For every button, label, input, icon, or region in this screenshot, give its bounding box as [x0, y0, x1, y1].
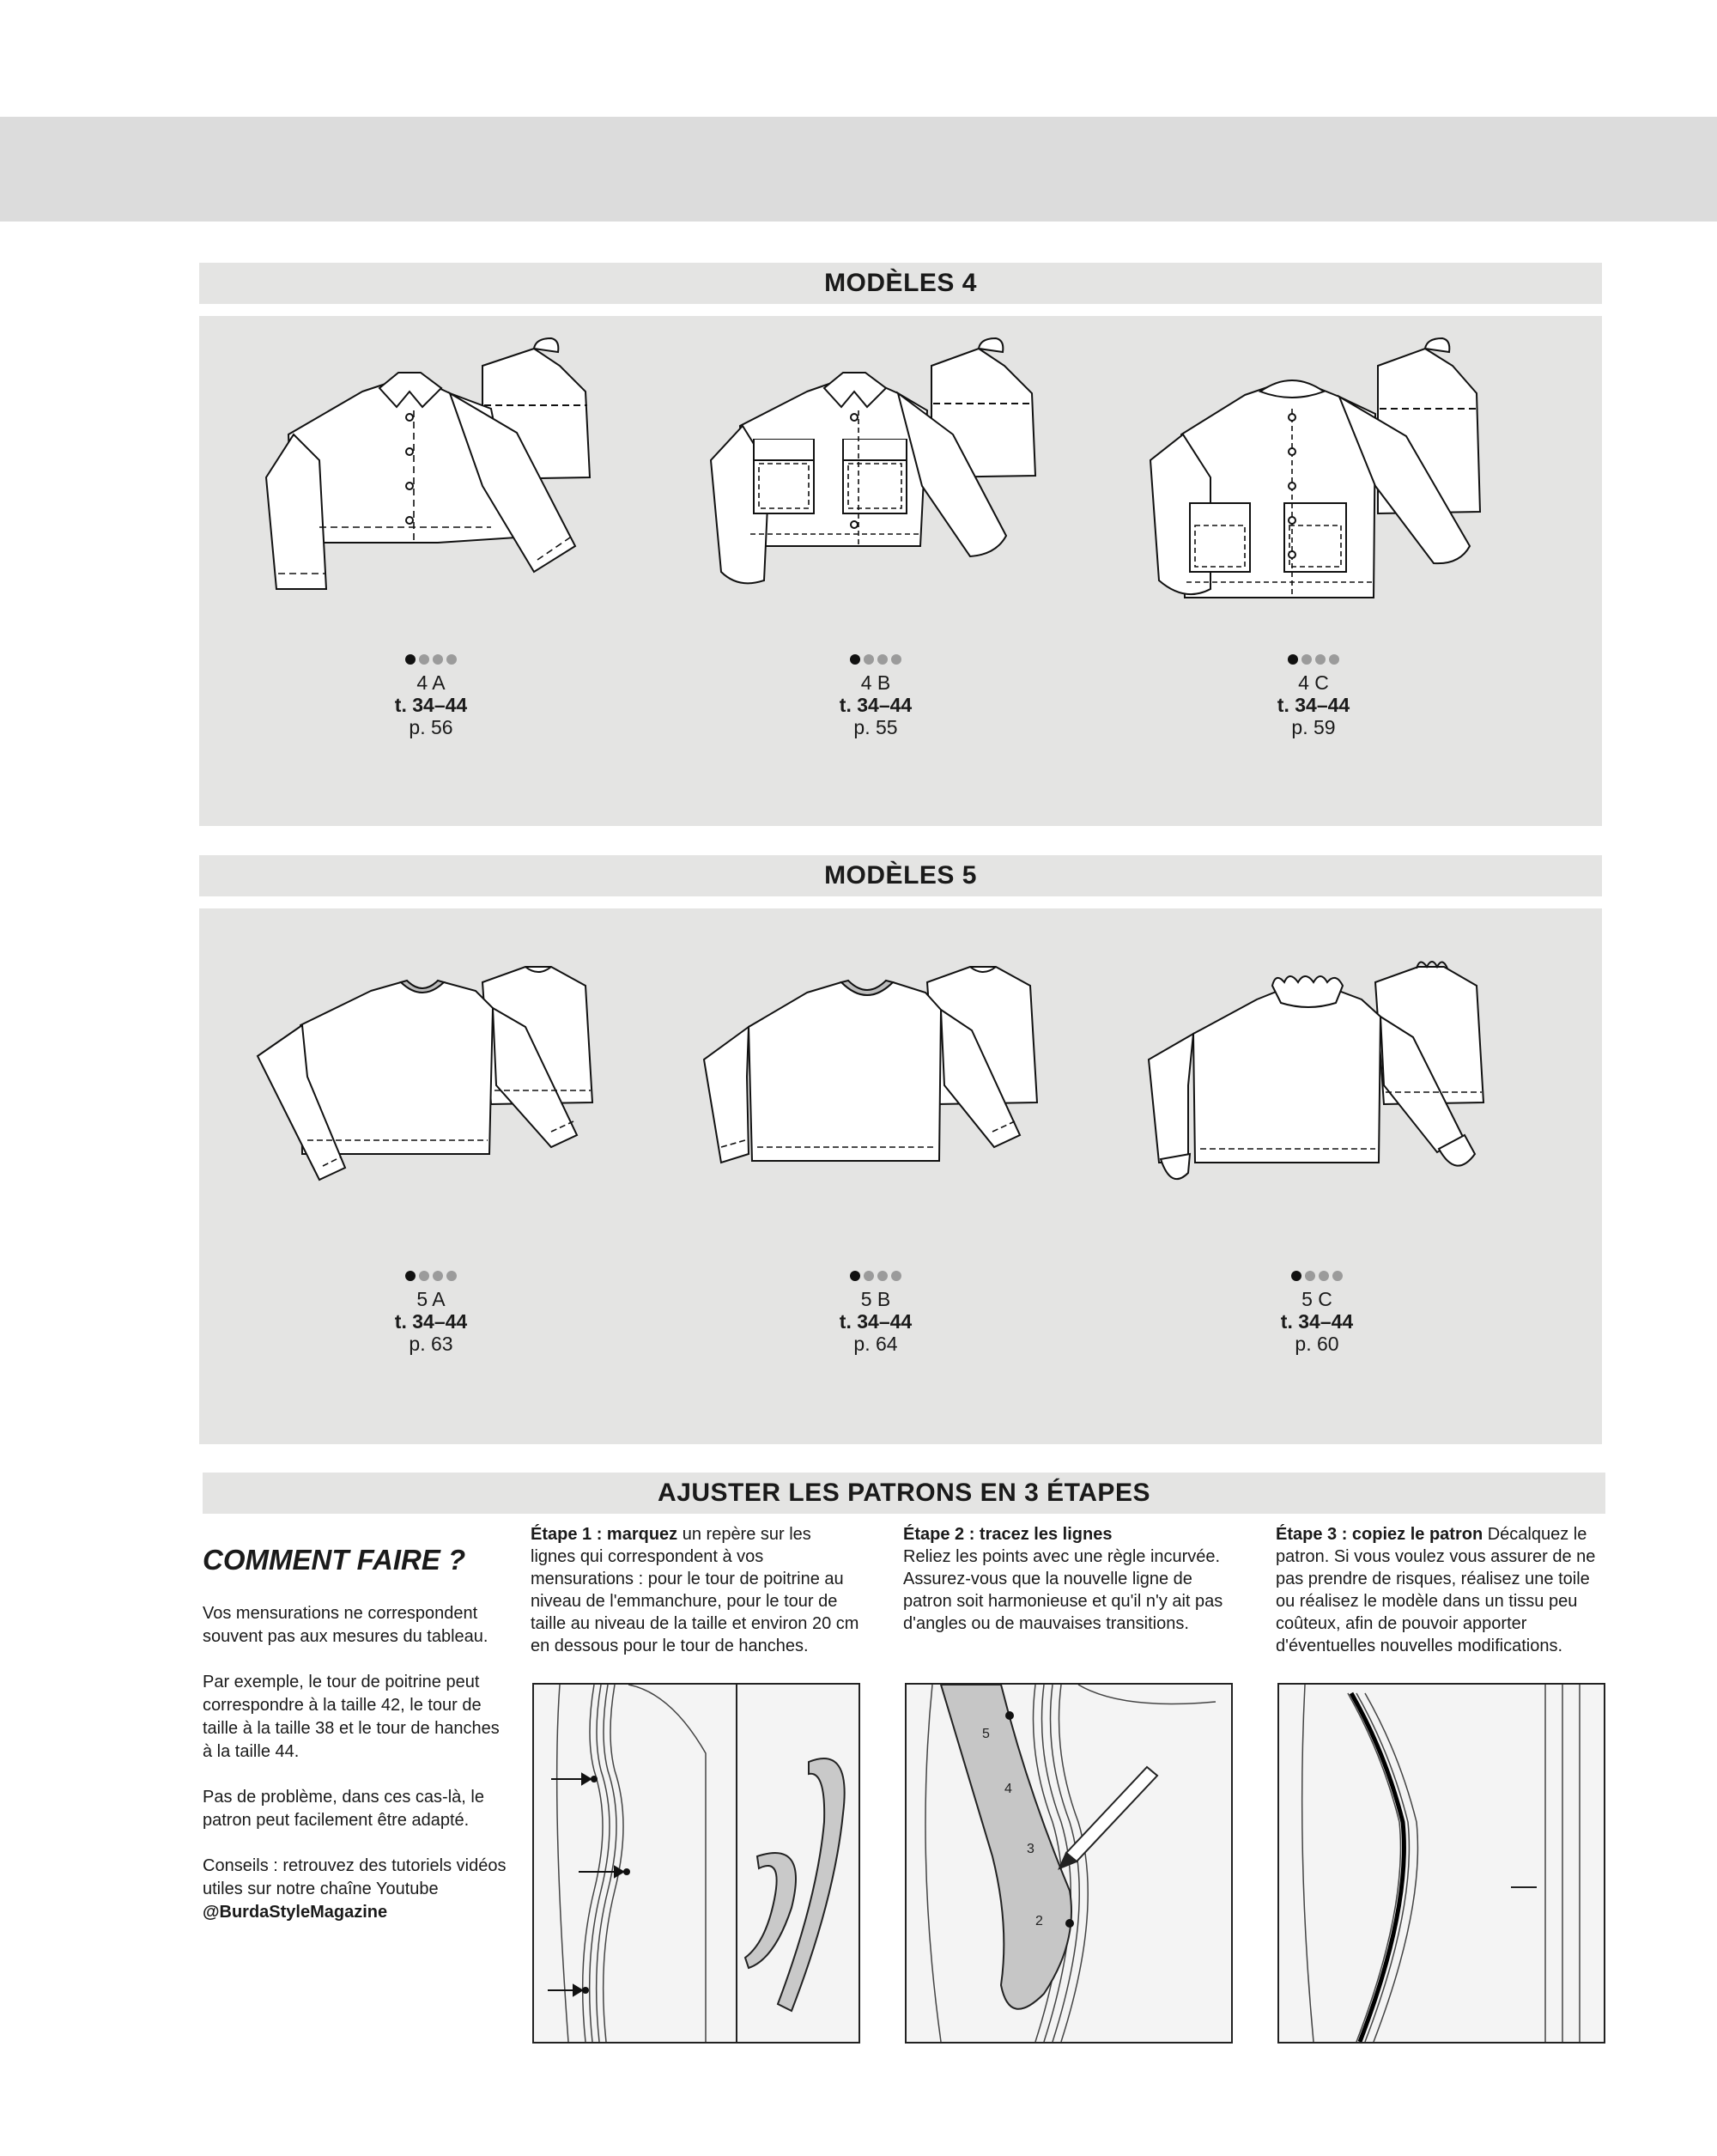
ruler-drawing-icon — [907, 1685, 1231, 2042]
jacket-chest-pockets-sketch-icon — [695, 331, 1056, 623]
step-2-lead: Étape 2 : tracez les lignes — [903, 1525, 1113, 1544]
tshirt-sketch-icon — [251, 948, 611, 1240]
model-size: t. 34–44 — [394, 694, 468, 716]
models5-title: MODÈLES 5 — [199, 855, 1602, 896]
top-header-band — [0, 117, 1717, 222]
step-1-illustration — [532, 1683, 860, 2044]
step-3-illustration — [1277, 1683, 1605, 2044]
models4-panel — [199, 316, 1602, 826]
model-page: p. 55 — [853, 716, 898, 738]
model-size: t. 34–44 — [839, 694, 913, 716]
step-2-text — [903, 1523, 1233, 1635]
model-code: 5 C — [1301, 1288, 1332, 1310]
how-paragraph-1: Vos mensurations ne correspondent souvent pas aux mesures du tableau. — [203, 1604, 488, 1646]
difficulty-dots — [251, 654, 611, 665]
how-title: COMMENT FAIRE ? — [203, 1544, 466, 1576]
step-3-text — [1276, 1523, 1605, 1657]
ruler-mark: 5 — [982, 1727, 990, 1741]
model-size: t. 34–44 — [1280, 1310, 1354, 1333]
how-tip-text: Conseils : retrouvez des tutoriels vidéos utiles sur notre chaîne Youtube — [203, 1856, 507, 1898]
model-4b[interactable] — [695, 331, 1056, 738]
difficulty-dots — [695, 1271, 1056, 1281]
model-5b[interactable] — [695, 948, 1056, 1355]
model-page: p. 59 — [1291, 716, 1336, 738]
jacket-band-collar-sketch-icon — [1133, 331, 1494, 623]
step-1-text — [531, 1523, 860, 1657]
difficulty-dots — [251, 1271, 611, 1281]
pattern-marking-icon — [534, 1685, 858, 2042]
model-size: t. 34–44 — [839, 1310, 913, 1333]
model-page: p. 64 — [853, 1333, 898, 1355]
step-1-lead: Étape 1 : marquez — [531, 1525, 678, 1544]
model-code: 5 A — [416, 1288, 446, 1310]
model-code: 4 A — [416, 671, 446, 694]
model-page: p. 63 — [409, 1333, 453, 1355]
model-code: 4 B — [860, 671, 891, 694]
how-paragraph-2: Par exemple, le tour de poitrine peut correspondre à la taille 42, le tour de taille à la taille 38 et le tour de hanches à la taille 44. — [203, 1673, 500, 1761]
models5-panel — [199, 908, 1602, 1444]
difficulty-dots — [695, 654, 1056, 665]
how-paragraph-3: Pas de problème, dans ces cas-là, le patron peut facilement être adapté. — [203, 1788, 484, 1830]
step-2-illustration — [905, 1683, 1233, 2044]
ruffle-top-sketch-icon — [1137, 948, 1497, 1240]
step-3-lead: Étape 3 : copiez le patron — [1276, 1525, 1483, 1544]
adjust-title: AJUSTER LES PATRONS EN 3 ÉTAPES — [203, 1473, 1605, 1514]
model-code: 4 C — [1298, 671, 1329, 694]
step-3-body: Décalquez le patron. Si vous voulez vous assurer de ne pas prendre de risques, réalisez une toile ou réalisez le modèle dans un tissu peu coûteux, afin de pouvoir apporter d'éventuelles nouvelles modifications. — [1276, 1525, 1596, 1655]
youtube-handle[interactable]: @BurdaStyleMagazine — [203, 1903, 388, 1922]
model-size: t. 34–44 — [1277, 694, 1350, 716]
how-paragraph-4 — [203, 1855, 512, 1924]
step-2-body: Reliez les points avec une règle incurvée. Assurez-vous que la nouvelle ligne de patron soit harmonieuse et qu'il n'y ait pas d'angles ou de mauvaises transitions. — [903, 1547, 1223, 1633]
model-size: t. 34–44 — [394, 1310, 468, 1333]
model-5c[interactable] — [1137, 948, 1497, 1355]
ruler-mark: 4 — [1004, 1782, 1012, 1796]
step-1-body: un repère sur les lignes qui correspondent à vos mensurations : pour le tour de poitrine au niveau de l'emmanchure, pour le tour de taille au niveau de la taille et environ 20 cm en dessous pour le tour de hanches. — [531, 1525, 859, 1655]
model-4a[interactable] — [251, 331, 611, 738]
jacket-sketch-icon — [251, 331, 611, 623]
model-code: 5 B — [860, 1288, 891, 1310]
tshirt-sketch-icon — [695, 948, 1056, 1240]
pattern-copy-icon — [1279, 1685, 1604, 2042]
model-page: p. 56 — [409, 716, 453, 738]
model-page: p. 60 — [1295, 1333, 1339, 1355]
models4-title: MODÈLES 4 — [199, 263, 1602, 304]
ruler-mark: 3 — [1027, 1842, 1034, 1856]
ruler-mark: 2 — [1035, 1914, 1043, 1928]
difficulty-dots — [1137, 1271, 1497, 1281]
model-5a[interactable] — [251, 948, 611, 1355]
model-4c[interactable] — [1133, 331, 1494, 738]
difficulty-dots — [1133, 654, 1494, 665]
